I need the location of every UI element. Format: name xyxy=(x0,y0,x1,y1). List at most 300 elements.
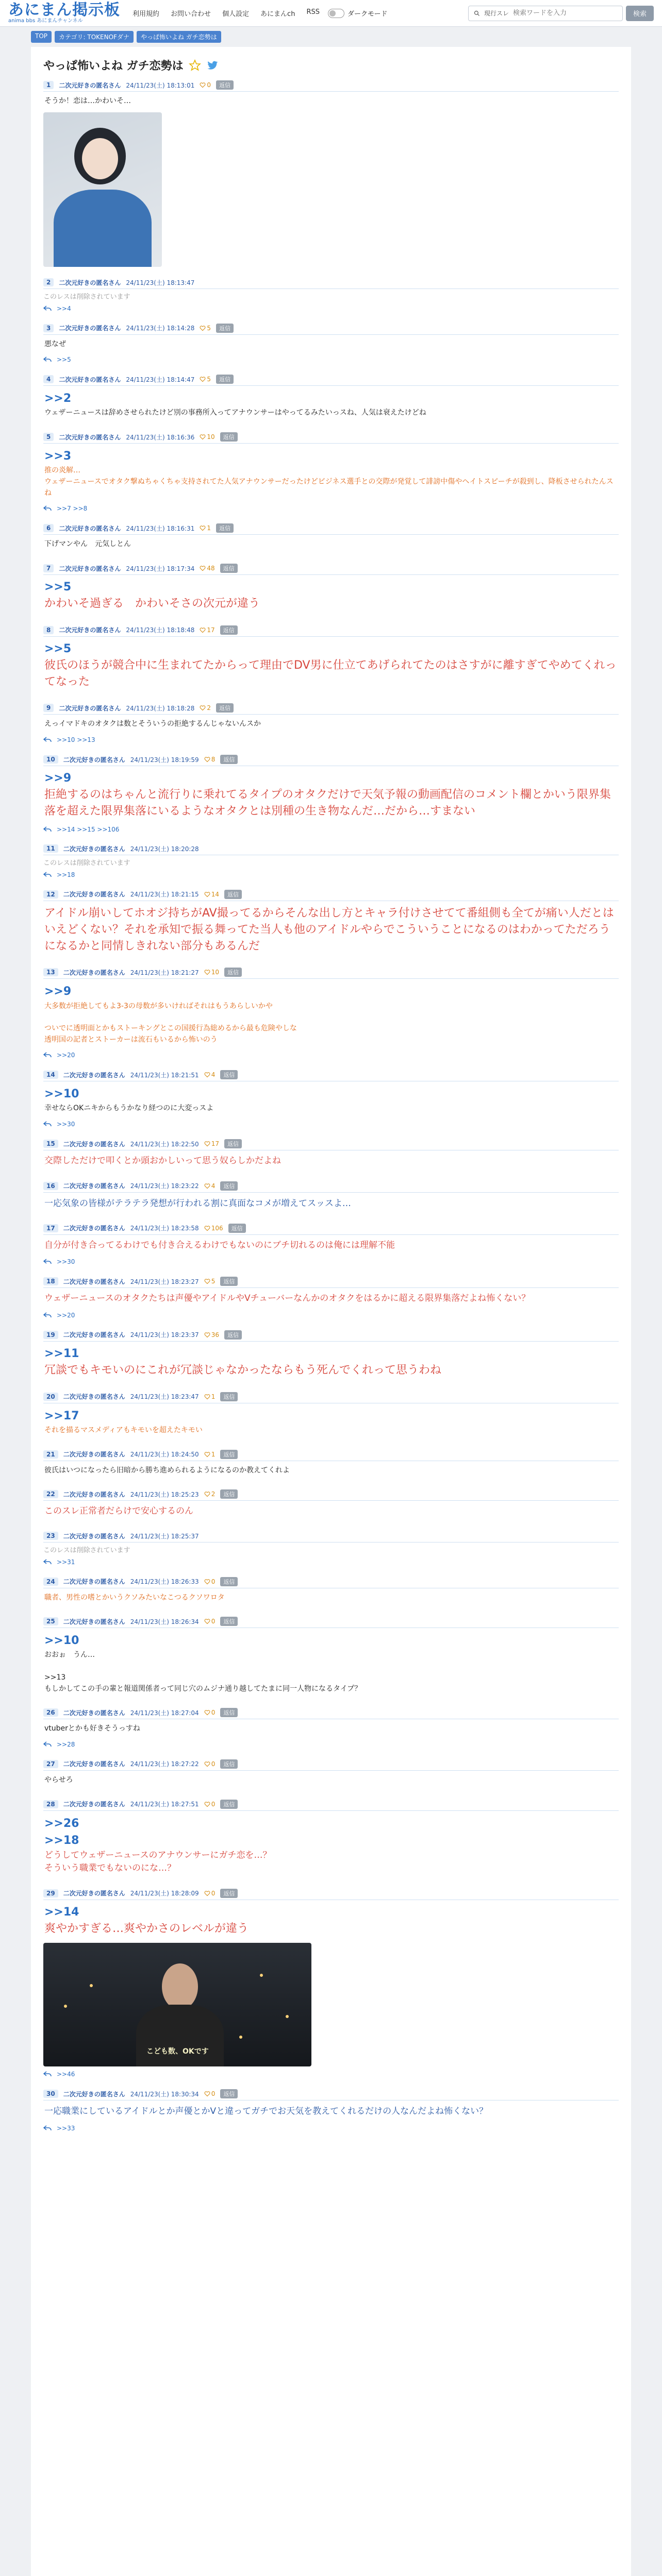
post-text: vtuberとかも好きそうっすね xyxy=(44,1724,140,1733)
post-text: 彼氏はいつになったら旧暗から勝ち進められるようになるのか教えてくれよ xyxy=(44,1466,290,1475)
post-image[interactable] xyxy=(43,112,162,267)
post-number[interactable]: 24 xyxy=(43,1578,58,1586)
post-text: やらせろ xyxy=(44,1775,73,1784)
anchor-link[interactable]: >>11 xyxy=(44,1347,79,1360)
post xyxy=(43,1392,619,1438)
good-button[interactable] xyxy=(200,626,214,634)
post-date: 24/11/23(土) 18:23:27 xyxy=(130,1278,199,1285)
image-body xyxy=(136,2005,224,2066)
reply-button[interactable]: 返信 xyxy=(220,1070,238,1079)
post-header xyxy=(43,625,619,637)
good-button[interactable] xyxy=(204,1760,216,1768)
search-input[interactable] xyxy=(512,9,618,18)
reply-button[interactable]: 返信 xyxy=(224,968,242,977)
good-button[interactable] xyxy=(200,565,214,572)
post-date: 24/11/23(土) 18:17:34 xyxy=(126,565,195,572)
reply-button[interactable]: 返信 xyxy=(220,1392,238,1401)
star-icon[interactable] xyxy=(189,59,201,72)
poster-name: 二次元好きの匿名さん xyxy=(63,1532,125,1540)
post-text: 悪なぜ xyxy=(44,340,66,348)
reply-button[interactable]: 返信 xyxy=(220,755,238,764)
reply-button[interactable]: 返信 xyxy=(220,1450,238,1459)
good-button[interactable] xyxy=(204,969,219,976)
post-number[interactable]: 17 xyxy=(43,1224,58,1232)
reply-button[interactable]: 返信 xyxy=(216,324,234,333)
post xyxy=(43,1330,619,1381)
post-header xyxy=(43,80,619,92)
post xyxy=(43,1181,619,1212)
good-button[interactable] xyxy=(200,325,211,332)
post-number[interactable]: 21 xyxy=(43,1450,58,1459)
reply-button[interactable]: 返信 xyxy=(220,1708,238,1717)
post-body xyxy=(43,1630,619,1697)
good-button[interactable] xyxy=(204,1801,216,1808)
heart-icon xyxy=(204,1451,210,1458)
post xyxy=(43,278,619,312)
post xyxy=(43,1532,619,1566)
post xyxy=(43,324,619,364)
post-text: 交際しただけで叩くとか頭おかしいって思う奴らしかだよね xyxy=(44,1156,281,1166)
post xyxy=(43,2089,619,2131)
post-body xyxy=(43,1463,619,1479)
reply-button[interactable]: 返信 xyxy=(220,1489,238,1499)
post-header xyxy=(43,324,619,335)
post-header xyxy=(43,1450,619,1461)
post-list xyxy=(43,80,619,2132)
heart-icon xyxy=(204,1579,210,1585)
post-text: 幸せならOKニキからもうかなり経つのに大変っスよ xyxy=(44,1104,214,1113)
good-button[interactable] xyxy=(204,1451,216,1458)
deleted-notice: このレスは削除されています xyxy=(43,859,130,867)
breadcrumb-thread[interactable]: やっぱ怖いよね ガチ恋勢は xyxy=(137,31,221,43)
post-header xyxy=(43,1577,619,1588)
post-number[interactable]: 11 xyxy=(43,844,58,853)
nav-contact[interactable]: お問い合わせ xyxy=(171,10,211,18)
poster-name: 二次元好きの匿名さん xyxy=(59,81,121,89)
post xyxy=(43,1577,619,1606)
post-header xyxy=(43,1800,619,1811)
search-area xyxy=(468,6,654,21)
good-count: 0 xyxy=(211,2090,216,2098)
good-count: 17 xyxy=(207,626,215,634)
nav-animanch[interactable]: あにまんch xyxy=(260,10,295,18)
post-body xyxy=(43,388,619,421)
reply-button[interactable]: 返信 xyxy=(220,1800,238,1809)
post-text: おおぉ うん… >>13 もしかしてこの手の輩と報道関係者って同じ穴のムジナ通り越してたまに同一人物になるタイプ？ xyxy=(44,1651,362,1693)
post-text: 爽やかすぎる…爽やかさのレベルが違う xyxy=(44,1922,249,1935)
anchor-link[interactable]: >>17 xyxy=(44,1409,79,1422)
reply-anchor[interactable]: >>20 xyxy=(57,1311,75,1319)
good-count: 4 xyxy=(211,1071,216,1079)
post-number[interactable]: 22 xyxy=(43,1490,58,1498)
good-button[interactable] xyxy=(200,81,211,89)
poster-name: 二次元好きの匿名さん xyxy=(59,376,121,383)
image-light xyxy=(260,1974,263,1977)
post-body xyxy=(43,577,619,614)
poster-name: 二次元好きの匿名さん xyxy=(63,756,125,764)
post-number[interactable]: 3 xyxy=(43,324,54,332)
post-number[interactable]: 13 xyxy=(43,968,58,976)
post-header xyxy=(43,1392,619,1403)
post-number[interactable]: 19 xyxy=(43,1331,58,1339)
reply-arrow-icon xyxy=(43,1121,52,1127)
good-button[interactable] xyxy=(200,376,211,383)
post xyxy=(43,564,619,614)
post-body xyxy=(43,537,619,552)
poster-name: 二次元好きの匿名さん xyxy=(59,626,121,634)
post-body xyxy=(43,1503,619,1520)
good-button[interactable] xyxy=(204,1709,216,1716)
post-text: どうしてウェザーニュースのアナウンサーにガチ恋を…？ そういう職業でもないのにな…？ xyxy=(44,1850,272,1874)
search-scope-select[interactable]: 現行スレ xyxy=(484,10,509,17)
reply-button[interactable]: 返信 xyxy=(220,432,238,442)
poster-name: 二次元好きの匿名さん xyxy=(63,1490,125,1498)
good-button[interactable] xyxy=(204,1225,223,1232)
good-count: 10 xyxy=(211,969,219,976)
post-body xyxy=(43,1344,619,1381)
search-field-wrap xyxy=(468,6,623,21)
post-body xyxy=(43,981,619,1047)
post-date: 24/11/23(土) 18:13:47 xyxy=(126,279,195,286)
post-text: 拒絶するのはちゃんと流行りに乗れてるタイプのオタクだけで天気予報の動画配信のコメント欄とかいう限界集落を超えた限界集落にいるようなオタクとは別種の生き物なんだ…だから…すまない xyxy=(44,788,611,818)
post-date: 24/11/23(土) 18:24:50 xyxy=(130,1451,199,1459)
post-body xyxy=(43,1405,619,1438)
post-body xyxy=(43,768,619,822)
poster-name: 二次元好きの匿名さん xyxy=(63,1618,125,1625)
reply-button[interactable]: 返信 xyxy=(220,1889,238,1898)
good-count: 0 xyxy=(211,1889,216,1897)
heart-icon xyxy=(204,1278,210,1284)
post-number[interactable]: 18 xyxy=(43,1277,58,1285)
reply-button[interactable]: 返信 xyxy=(220,625,238,635)
good-count: 2 xyxy=(207,704,211,712)
logo-subtext: anima bbs あにまんチャンネル xyxy=(8,18,83,24)
poster-name: 二次元好きの匿名さん xyxy=(63,1801,125,1808)
post xyxy=(43,1889,619,2078)
anchor-link[interactable]: >>10 xyxy=(44,1088,79,1101)
reply-anchor[interactable]: >>14 >>15 >>106 xyxy=(57,825,120,833)
post-header xyxy=(43,1759,619,1771)
post-text: ウェザーニュースのオタクたちは声優やアイドルやVチューバーなんかのオタクをはるかに超える限界集落だよね怖くない？ xyxy=(44,1293,531,1304)
post-image[interactable] xyxy=(43,1943,311,2066)
good-count: 1 xyxy=(207,524,211,532)
heart-icon xyxy=(204,1183,210,1189)
reply-arrow-icon xyxy=(43,1259,52,1265)
post-date: 24/11/23(土) 18:21:15 xyxy=(130,891,199,899)
reply-arrow-icon xyxy=(43,1052,52,1058)
post-date: 24/11/23(土) 18:27:04 xyxy=(130,1709,199,1717)
nav-settings[interactable]: 個人設定 xyxy=(222,10,250,18)
image-light xyxy=(90,1984,93,1987)
poster-name: 二次元好きの匿名さん xyxy=(63,1760,125,1768)
post-number[interactable]: 12 xyxy=(43,890,58,899)
good-button[interactable] xyxy=(204,2090,216,2097)
post-number[interactable]: 9 xyxy=(43,704,54,712)
post-text: 冗談でもキモいのにこれが冗談じゃなかったならもう死んでくれって思うわね xyxy=(44,1363,442,1377)
thread-title-row xyxy=(43,57,619,73)
reply-button[interactable]: 返信 xyxy=(224,890,242,899)
heart-icon xyxy=(204,1801,210,1807)
post-number[interactable]: 7 xyxy=(43,564,54,572)
reply-links xyxy=(43,1052,619,1059)
post-header xyxy=(43,968,619,979)
reply-button[interactable]: 返信 xyxy=(228,1224,246,1233)
reply-button[interactable]: 返信 xyxy=(220,1577,238,1586)
poster-name: 二次元好きの匿名さん xyxy=(63,1709,125,1717)
post-text: アイドル崩いしてホオジ持ちがAV撮ってるからそんな出し方とキャラ付けさせてて番組側も全てが痛い人だとはいえどくない？それを承知で振る舞ってた当人も他のアイドルやらでこういうことになるのはわかってただろうになるかと同情しきれない部分もあるんだ xyxy=(44,906,614,953)
anchor-link[interactable]: >>2 xyxy=(44,392,72,405)
post-header xyxy=(43,432,619,444)
good-button[interactable] xyxy=(204,1490,216,1498)
reply-anchor[interactable]: >>28 xyxy=(57,1740,75,1748)
post-text: えっイマドキのオタクは数とそういうの拒絶するんじゃないんスか xyxy=(44,720,261,728)
anchor-link[interactable]: >>10 xyxy=(44,1634,79,1648)
reply-anchor[interactable]: >>18 xyxy=(57,871,75,878)
good-count: 4 xyxy=(211,1182,216,1190)
good-count: 8 xyxy=(211,756,216,764)
logo-text[interactable]: あにまん掲示板 xyxy=(8,1,120,19)
post-number[interactable]: 25 xyxy=(43,1617,58,1625)
post xyxy=(43,890,619,957)
reply-anchor[interactable]: >>5 xyxy=(57,356,71,364)
good-button[interactable] xyxy=(200,524,211,532)
good-button[interactable] xyxy=(204,756,216,763)
good-button[interactable] xyxy=(204,1393,216,1400)
reply-anchor[interactable]: >>4 xyxy=(57,304,71,312)
good-button[interactable] xyxy=(200,704,211,711)
anchor-link[interactable]: >>26 >>18 xyxy=(44,1817,79,1847)
post-number[interactable]: 10 xyxy=(43,755,58,764)
post xyxy=(43,1800,619,1877)
poster-name: 二次元好きの匿名さん xyxy=(63,1278,125,1285)
poster-name: 二次元好きの匿名さん xyxy=(63,1331,125,1339)
post-header xyxy=(43,1181,619,1193)
post-text: そうか！恋は…かわいそ… xyxy=(44,97,131,105)
good-count: 1 xyxy=(211,1393,216,1400)
reply-links xyxy=(43,1558,619,1566)
reply-button[interactable]: 返信 xyxy=(220,564,238,573)
reply-button[interactable]: 返信 xyxy=(220,2089,238,2098)
anchor-link[interactable]: >>9 xyxy=(44,985,72,998)
post-text: 職者、男性の嗜とかいうクソみたいなこつるクソワロタ xyxy=(44,1593,225,1602)
post-text: 下げマンやん 元気しとん xyxy=(44,540,131,549)
post xyxy=(43,968,619,1059)
post-number[interactable]: 1 xyxy=(43,81,54,89)
toggle-switch[interactable] xyxy=(328,9,344,18)
breadcrumb-top[interactable]: TOP xyxy=(31,31,52,43)
reply-anchor[interactable]: >>46 xyxy=(57,2071,75,2078)
post xyxy=(43,1489,619,1520)
reply-button[interactable]: 返信 xyxy=(220,1759,238,1769)
post-header xyxy=(43,1489,619,1501)
reply-anchor[interactable]: >>31 xyxy=(57,1558,75,1566)
good-count: 0 xyxy=(211,1760,216,1768)
poster-name: 二次元好きの匿名さん xyxy=(63,1890,125,1897)
reply-button[interactable]: 返信 xyxy=(216,703,234,713)
reply-button[interactable]: 返信 xyxy=(224,1330,242,1340)
good-button[interactable] xyxy=(204,1890,216,1897)
poster-name: 二次元好きの匿名さん xyxy=(59,704,121,712)
post-date: 24/11/23(土) 18:20:28 xyxy=(130,845,199,853)
post-body xyxy=(43,1813,619,1877)
darkmode-toggle[interactable] xyxy=(328,8,387,18)
heart-icon xyxy=(204,1491,210,1497)
poster-name: 二次元好きの匿名さん xyxy=(63,1182,125,1190)
post-body xyxy=(43,903,619,957)
nav-rss[interactable]: RSS xyxy=(306,8,320,16)
post-date: 24/11/23(土) 18:18:28 xyxy=(126,704,195,712)
post-number[interactable]: 6 xyxy=(43,524,54,532)
good-count: 17 xyxy=(211,1140,219,1148)
reply-button[interactable]: 返信 xyxy=(220,1617,238,1626)
poster-name: 二次元好きの匿名さん xyxy=(59,325,121,332)
post-number[interactable]: 15 xyxy=(43,1140,58,1148)
heart-icon xyxy=(200,565,206,571)
post-date: 24/11/23(土) 18:23:47 xyxy=(130,1393,199,1401)
poster-name: 二次元好きの匿名さん xyxy=(59,565,121,572)
reply-arrow-icon xyxy=(43,2125,52,2131)
post-date: 24/11/23(土) 18:19:59 xyxy=(130,756,199,764)
post-header xyxy=(43,1708,619,1719)
reply-anchor[interactable]: >>7 >>8 xyxy=(57,505,88,513)
poster-name: 二次元好きの匿名さん xyxy=(63,845,125,853)
post-header xyxy=(43,523,619,535)
good-button[interactable] xyxy=(204,1071,216,1078)
reply-anchor[interactable]: >>30 xyxy=(57,1121,75,1128)
reply-anchor[interactable]: >>30 xyxy=(57,1258,75,1266)
post-date: 24/11/23(土) 18:14:28 xyxy=(126,325,195,332)
good-button[interactable] xyxy=(204,1618,216,1625)
reply-button[interactable]: 返信 xyxy=(220,1277,238,1286)
post xyxy=(43,432,619,512)
good-count: 0 xyxy=(211,1709,216,1717)
post xyxy=(43,1070,619,1128)
reply-arrow-icon xyxy=(43,1312,52,1318)
post-text: かわいそ過ぎる かわいそさの次元が違う xyxy=(44,597,260,610)
post-date: 24/11/23(土) 18:26:33 xyxy=(130,1578,199,1586)
good-count: 2 xyxy=(211,1490,216,1498)
good-button[interactable] xyxy=(204,1578,216,1585)
page-title: やっぱ怖いよね ガチ恋勢は xyxy=(43,60,184,73)
post-number[interactable]: 26 xyxy=(43,1708,58,1717)
post xyxy=(43,625,619,692)
post-body xyxy=(43,639,619,692)
image-light xyxy=(286,2015,289,2018)
post-date: 24/11/23(土) 18:25:37 xyxy=(130,1532,199,1540)
post-header xyxy=(43,1330,619,1342)
good-count: 0 xyxy=(211,1578,216,1585)
post-date: 24/11/23(土) 18:25:23 xyxy=(130,1490,199,1498)
good-button[interactable] xyxy=(204,1182,216,1190)
post-body xyxy=(43,717,619,732)
post-number[interactable]: 27 xyxy=(43,1760,58,1768)
post-number[interactable]: 8 xyxy=(43,626,54,634)
post-body xyxy=(43,2103,619,2120)
post-date: 24/11/23(土) 18:26:34 xyxy=(130,1618,199,1625)
reply-anchor[interactable]: >>20 xyxy=(57,1052,75,1059)
site-logo[interactable] xyxy=(8,3,120,24)
anchor-link[interactable]: >>5 xyxy=(44,581,72,594)
post xyxy=(43,844,619,878)
reply-anchor[interactable]: >>10 >>13 xyxy=(57,736,95,744)
post-number[interactable]: 2 xyxy=(43,278,54,286)
heart-icon xyxy=(204,1618,210,1624)
heart-icon xyxy=(200,525,206,531)
post xyxy=(43,703,619,743)
post-date: 24/11/23(土) 18:16:36 xyxy=(126,433,195,441)
post-text: このスレ正常者だらけで安心するのん xyxy=(44,1506,193,1517)
good-button[interactable] xyxy=(204,1331,219,1338)
anchor-link[interactable]: >>3 xyxy=(44,450,72,463)
reply-button[interactable]: 返信 xyxy=(220,1181,238,1191)
post-header xyxy=(43,1224,619,1235)
post-text: それを描るマスメディアもキモいを超えたキモい xyxy=(44,1426,203,1434)
post-body xyxy=(43,1590,619,1606)
good-count: 0 xyxy=(211,1618,216,1625)
post-body xyxy=(43,94,619,109)
reply-button[interactable]: 返信 xyxy=(216,523,234,533)
twitter-bird-icon[interactable] xyxy=(206,59,219,72)
post-date: 24/11/23(土) 18:30:34 xyxy=(130,2090,199,2098)
post-number[interactable]: 28 xyxy=(43,1800,58,1808)
heart-icon xyxy=(204,969,210,975)
reply-arrow-icon xyxy=(43,1559,52,1565)
reply-button[interactable]: 返信 xyxy=(224,1139,242,1148)
breadcrumb-category[interactable]: カテゴリ: TOKENOFダナ xyxy=(55,31,134,43)
post-date: 24/11/23(土) 18:27:51 xyxy=(130,1801,199,1808)
post-date: 24/11/23(土) 18:21:51 xyxy=(130,1071,199,1079)
post-text: 彼氏のほうが競合中に生まれてたからって理由でDV男に仕立てあげられてたのはさすがに離すぎてやめてくれってなった xyxy=(44,658,617,688)
post-number[interactable]: 30 xyxy=(43,2090,58,2098)
post-number[interactable]: 29 xyxy=(43,1889,58,1897)
post-number[interactable]: 4 xyxy=(43,375,54,383)
post-number[interactable]: 16 xyxy=(43,1182,58,1190)
post-date: 24/11/23(土) 18:27:22 xyxy=(130,1760,199,1768)
post-header xyxy=(43,375,619,386)
image-face xyxy=(82,138,118,179)
post-number[interactable]: 14 xyxy=(43,1071,58,1079)
reply-anchor[interactable]: >>33 xyxy=(57,2124,75,2132)
nav-terms[interactable]: 利用規約 xyxy=(133,10,160,18)
poster-name: 二次元好きの匿名さん xyxy=(59,279,121,286)
good-button[interactable] xyxy=(204,891,219,898)
post-header xyxy=(43,755,619,766)
heart-icon xyxy=(200,705,206,711)
post-number[interactable]: 20 xyxy=(43,1393,58,1401)
reply-button[interactable]: 返信 xyxy=(216,80,234,90)
good-button[interactable] xyxy=(204,1140,219,1147)
anchor-link[interactable]: >>9 xyxy=(44,772,72,785)
post-number[interactable]: 23 xyxy=(43,1532,58,1540)
post-header xyxy=(43,1617,619,1628)
post-header xyxy=(43,2089,619,2100)
search-button[interactable]: 検索 xyxy=(626,6,654,21)
reply-button[interactable]: 返信 xyxy=(216,375,234,384)
good-button[interactable] xyxy=(200,433,214,440)
anchor-link[interactable]: >>14 xyxy=(44,1905,79,1919)
post-text: 自分が付き合ってるわけでも付き合えるわけでもないのにブチ切れるのは俺には理解不能 xyxy=(44,1240,395,1250)
post-number[interactable]: 5 xyxy=(43,433,54,441)
post-header xyxy=(43,564,619,575)
heart-icon xyxy=(204,756,210,762)
reply-links xyxy=(43,736,619,743)
post xyxy=(43,523,619,552)
anchor-link[interactable]: >>5 xyxy=(44,642,72,655)
post xyxy=(43,1224,619,1266)
good-button[interactable] xyxy=(204,1278,216,1285)
good-count: 5 xyxy=(207,324,211,332)
post-header xyxy=(43,1532,619,1543)
